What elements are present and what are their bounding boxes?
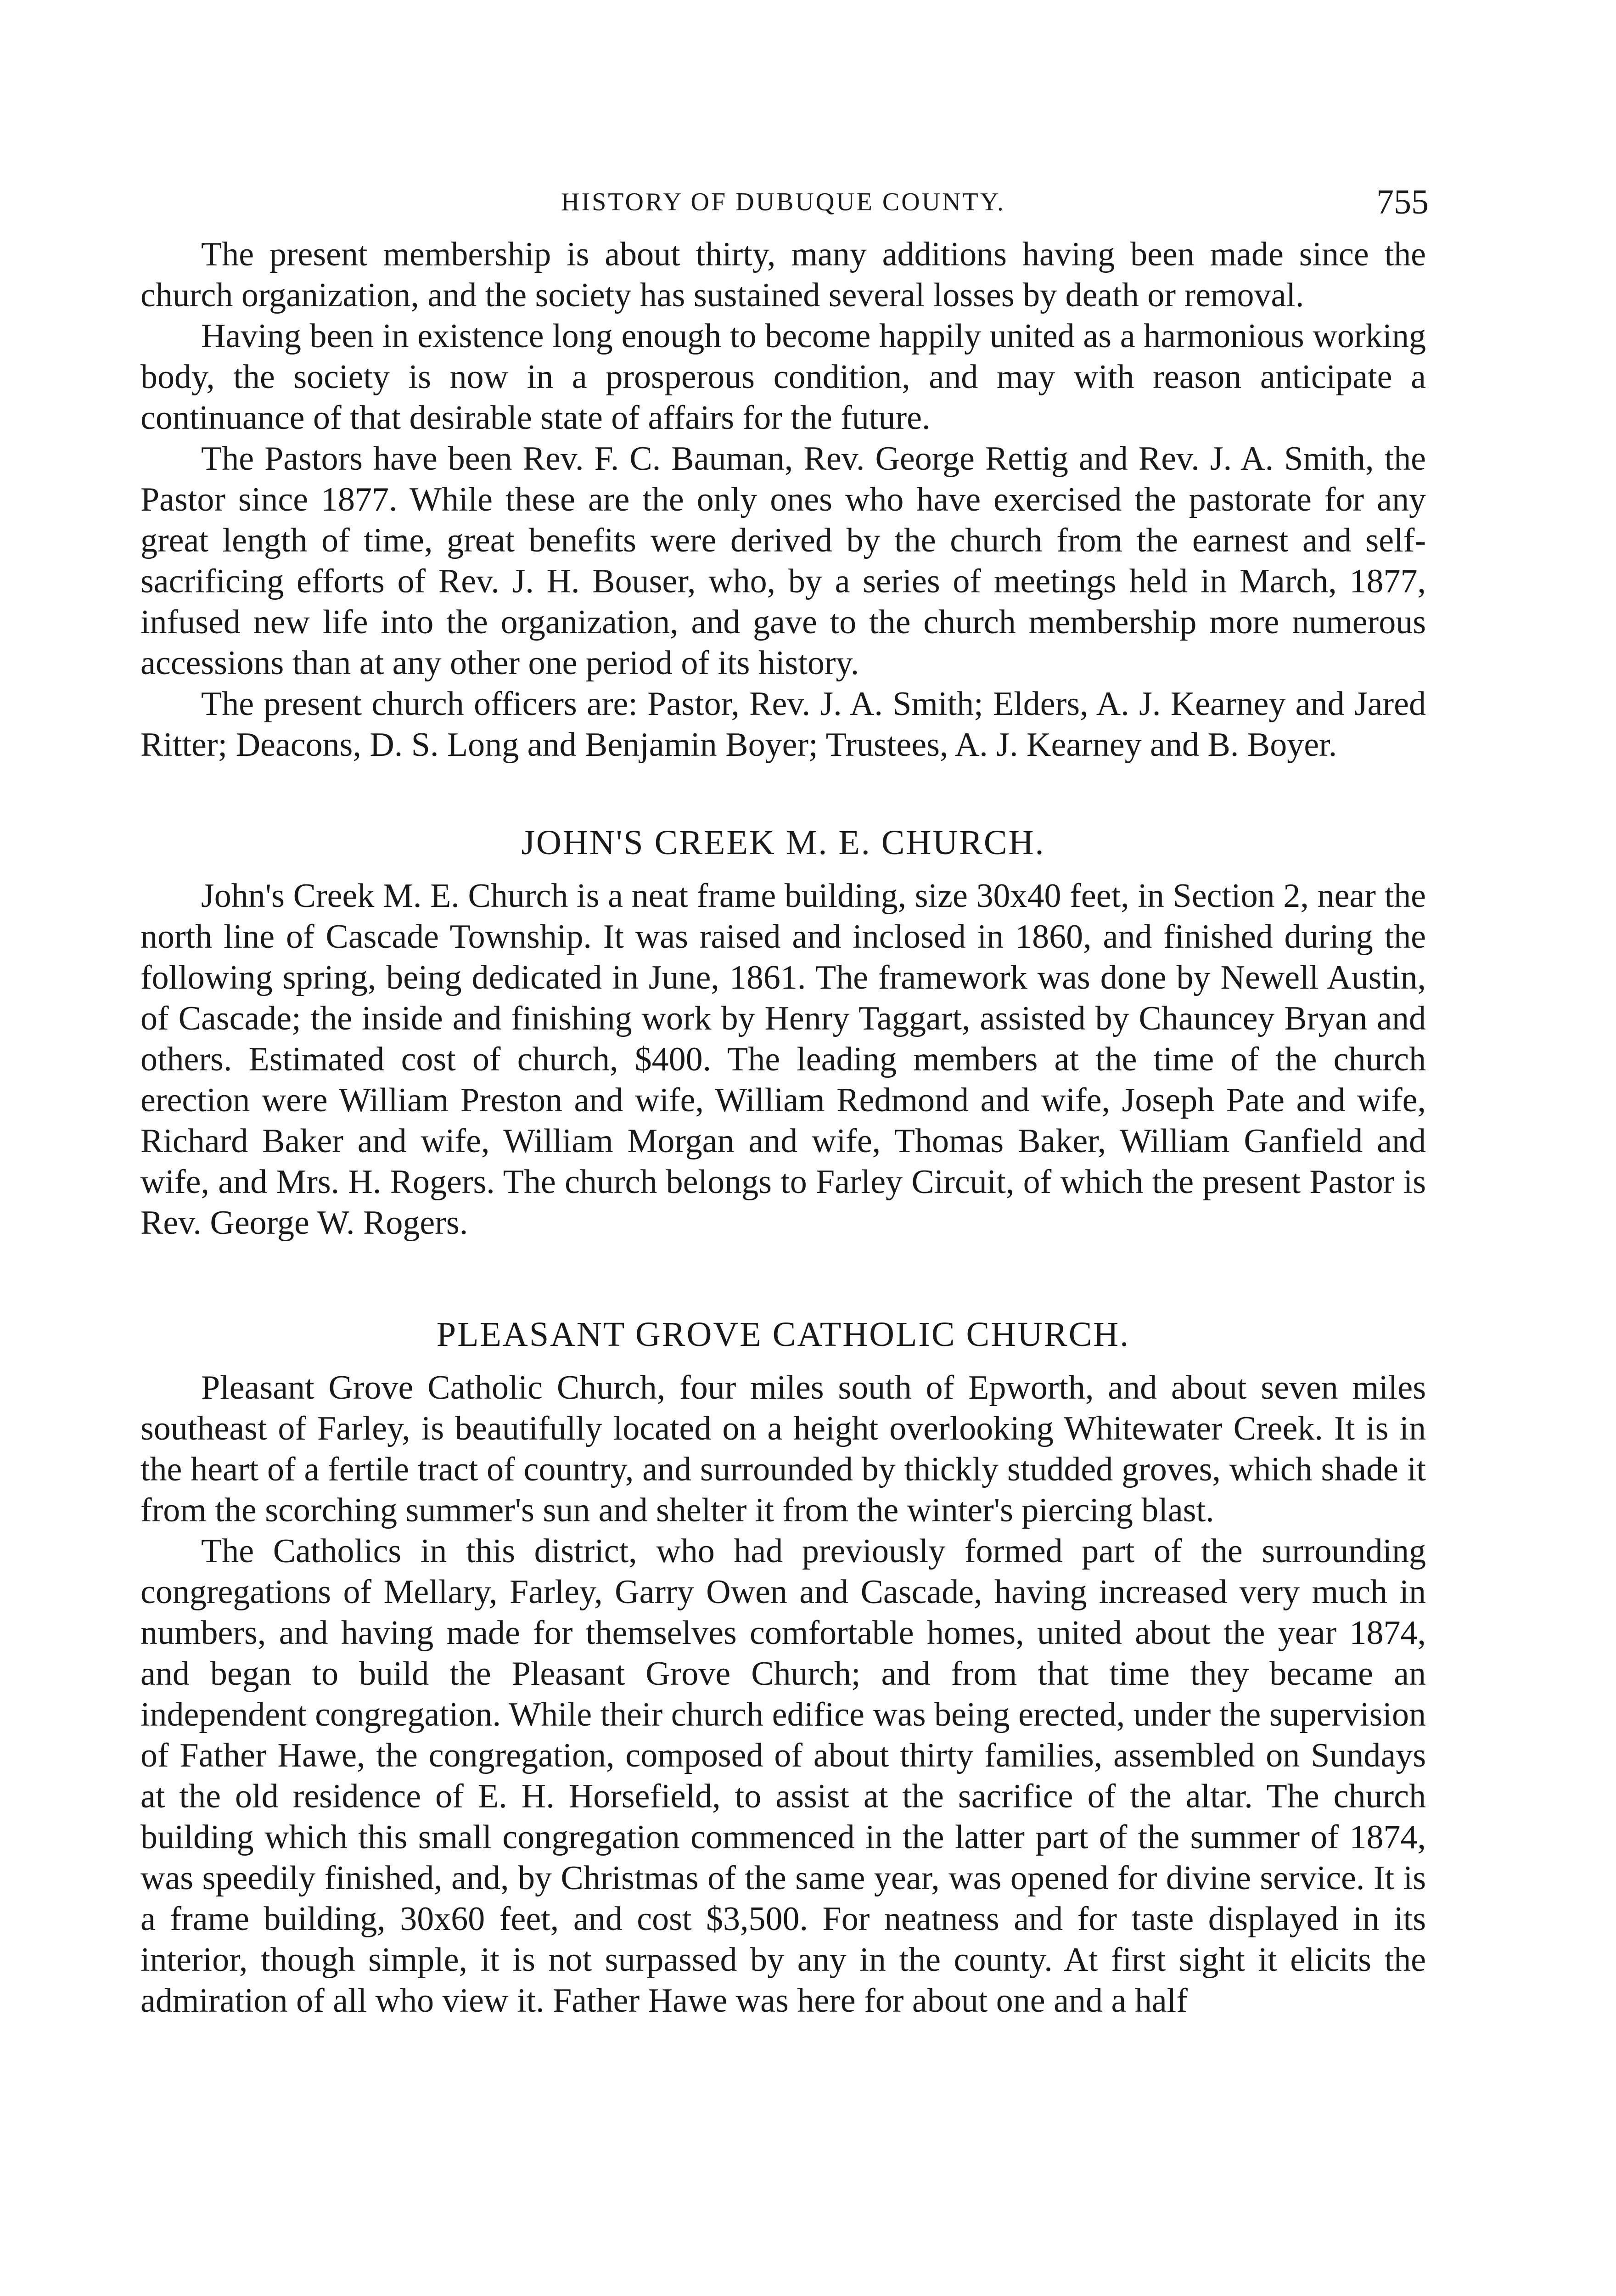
- section-heading: JOHN'S CREEK M. E. CHURCH.: [521, 823, 1045, 862]
- page-number: 755: [1376, 183, 1429, 221]
- running-title: HISTORY OF DUBUQUE COUNTY.: [561, 188, 1005, 216]
- running-head: [140, 183, 1429, 234]
- book-page: [140, 183, 1429, 2021]
- section-heading: PLEASANT GROVE CATHOLIC CHURCH.: [436, 1315, 1130, 1354]
- paragraph: John's Creek M. E. Church is a neat frame building, size 30x40 feet, in Section 2, near the north line of Cascade Township. It was raised and inclosed in 1860, and finished during the following spring, being dedicated in June, 1861. The framework was done by Newell Austin, of Cascade; the inside and finishing work by Henry Taggart, assisted by Chauncey Bryan and others. Estimated cost of church, $400. The leading members at the time of the church erection were William Preston and wife, William Redmond and wife, Joseph Pate and wife, Richard Baker and wife, William Morgan and wife, Thomas Baker, William Ganfield and wife, and Mrs. H. Rogers. The church belongs to Farley Circuit, of which the present Pastor is Rev. George W. Rogers.: [140, 877, 1426, 1242]
- paragraph: The present membership is about thirty, many additions having been made since the church organization, and the society has sustained several losses by death or removal.: [140, 236, 1426, 314]
- paragraph: The present church officers are: Pastor, Rev. J. A. Smith; Elders, A. J. Kearney and Jared Ritter; Deacons, D. S. Long and Benjamin Boyer; Trustees, A. J. Kearney and B. Boyer.: [140, 685, 1426, 764]
- intro-section: [140, 234, 1426, 765]
- pleasant-grove-section: [140, 1312, 1426, 2021]
- paragraph: Pleasant Grove Catholic Church, four miles south of Epworth, and about seven miles southeast of Farley, is beautifully located on a height overlooking Whitewater Creek. It is in the heart of a fertile tract of country, and surrounded by thickly studded groves, which shade it from the scorching summer's sun and shelter it from the winter's piercing blast.: [140, 1369, 1426, 1529]
- paragraph: The Catholics in this district, who had previously formed part of the surrounding congregations of Mellary, Farley, Garry Owen and Cascade, having increased very much in numbers, and having made for themselves comfortable homes, united about the year 1874, and began to build the Pleasant Grove Church; and from that time they became an independent congregation. While their church edifice was being erected, under the supervision of Father Hawe, the congregation, composed of about thirty families, assembled on Sundays at the old residence of E. H. Horsefield, to assist at the sacrifice of the altar. The church building which this small congregation commenced in the latter part of the summer of 1874, was speedily finished, and, by Christmas of the same year, was opened for divine service. It is a frame building, 30x60 feet, and cost $3,500. For neatness and for taste displayed in its interior, though simple, it is not surpassed by any in the county. At first sight it elicits the admiration of all who view it. Father Hawe was here for about one and a half: [140, 1532, 1426, 2020]
- johns-creek-section: [140, 821, 1426, 1244]
- paragraph: Having been in existence long enough to become happily united as a harmonious working body, the society is now in a prosperous condition, and may with reason anticipate a continuance of that desirable state of affairs for the future.: [140, 317, 1426, 437]
- paragraph: The Pastors have been Rev. F. C. Bauman, Rev. George Rettig and Rev. J. A. Smith, the Pastor since 1877. While these are the only ones who have exercised the pastorate for any great length of time, great benefits were derived by the church from the earnest and self-sacrificing efforts of Rev. J. H. Bouser, who, by a series of meetings held in March, 1877, infused new life into the organization, and gave to the church membership more numerous accessions than at any other one period of its history.: [140, 440, 1426, 682]
